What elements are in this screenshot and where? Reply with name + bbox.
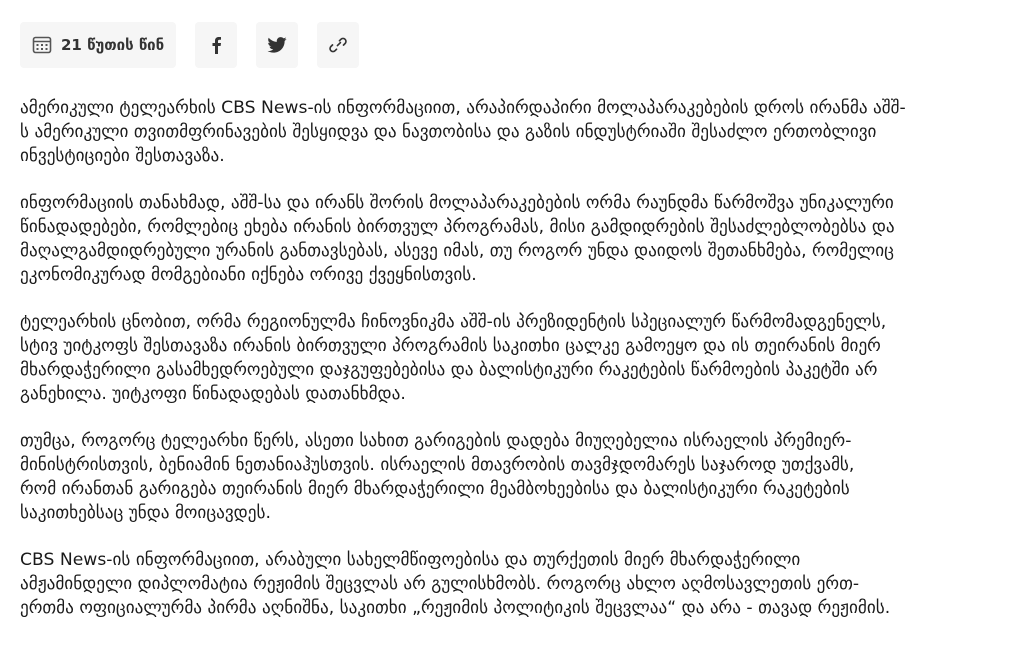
- twitter-icon: [267, 37, 287, 53]
- article-meta-bar: [20, 22, 359, 68]
- paragraph-line: საკითხებსაც უნდა მოიცავდეს.: [20, 503, 271, 523]
- paragraph-line: ინფორმაციის თანახმად, აშშ-სა და ირანს შორის მოლაპარაკებების ორმა რაუნდმა წარმოშვა უნიკალური: [20, 193, 894, 213]
- paragraph-line: ამერიკული ტელეარხის CBS News-ის ინფორმაციით, არაპირდაპირი მოლაპარაკებების დროს ირანმა აშშ-: [20, 98, 906, 118]
- article-body: [20, 96, 1024, 643]
- paragraph-line: სტივ უიტკოფს შესთავაზა ირანის ბირთვული პროგრამის საკითხი ცალკე გამოეყო და ის თეირანის მიერ: [20, 336, 881, 356]
- article-paragraph: [20, 96, 1024, 168]
- paragraph-line: CBS News-ის ინფორმაციით, არაბული სახელმწიფოებისა და თურქეთის მიერ მხარდაჭერილი: [20, 550, 801, 570]
- paragraph-line: ინვესტიციები შესთავაზა.: [20, 146, 225, 166]
- calendar-icon: [32, 35, 52, 55]
- article-paragraph: [20, 191, 1024, 287]
- paragraph-line: ეკონომიკურად მომგებიანი იქნება ორივე ქვეყნისთვის.: [20, 265, 477, 285]
- article-paragraph: [20, 548, 1024, 620]
- paragraph-line: ტელეარხის ცნობით, ორმა რეგიონულმა ჩინოვნიკმა აშშ-ის პრეზიდენტის სპეციალურ წარმომადგენელს,: [20, 312, 887, 332]
- article-paragraph: [20, 429, 1024, 525]
- publish-time-text: 21 წუთის წინ: [61, 36, 165, 54]
- link-icon: [328, 35, 348, 55]
- paragraph-line: ერთმა ოფიციალურმა პირმა აღნიშნა, საკითხი „რეჟიმის პოლიტიკის შეცვლაა“ და არა - თავად რეჟიმის.: [20, 598, 891, 618]
- share-facebook-button[interactable]: [195, 22, 237, 68]
- paragraph-line: მხარდაჭერილი გასამხედროებული დაჯგუფებებისა და ბალისტიკური რაკეტების წარმოების პაკეტში არ: [20, 360, 878, 380]
- publish-time: [20, 22, 176, 68]
- paragraph-line: ს ამერიკული თვითმფრინავების შესყიდვა და ნავთობისა და გაზის ინდუსტრიაში შესაძლო ერთობლივი: [20, 122, 877, 142]
- article-paragraph: [20, 310, 1024, 406]
- share-twitter-button[interactable]: [256, 22, 298, 68]
- paragraph-line: ამჟამინდელი დიპლომატია რეჟიმის შეცვლას არ გულისხმობს. როგორც ახლო აღმოსავლეთის ერთ-: [20, 574, 860, 594]
- paragraph-line: რომ ირანთან გარიგება თეირანის მიერ მხარდაჭერილი მეამბოხეებისა და ბალისტიკური რაკეტების: [20, 479, 850, 499]
- paragraph-line: თუმცა, როგორც ტელეარხი წერს, ასეთი სახით გარიგების დადება მიუღებელია ისრაელის პრემიერ-: [20, 431, 852, 451]
- facebook-icon: [210, 36, 222, 54]
- paragraph-line: მინისტრისთვის, ბენიამინ ნეთანიაჰუსთვის. ისრაელის მთავრობის თავმჯდომარეს საჯაროდ უთქვამს,: [20, 455, 855, 475]
- paragraph-line: განეხილა. უიტკოფი წინადადებას დათანხმდა.: [20, 384, 406, 404]
- paragraph-line: წინადადებები, რომლებიც ეხება ირანის ბირთვულ პროგრამას, მისი გამდიდრების შესაძლებლობებსა და: [20, 217, 895, 237]
- copy-link-button[interactable]: [317, 22, 359, 68]
- paragraph-line: მაღალგამდიდრებული ურანის განთავსებას, ასევე იმას, თუ როგორ უნდა დაიდოს შეთანხმება, რომელიც: [20, 241, 894, 261]
